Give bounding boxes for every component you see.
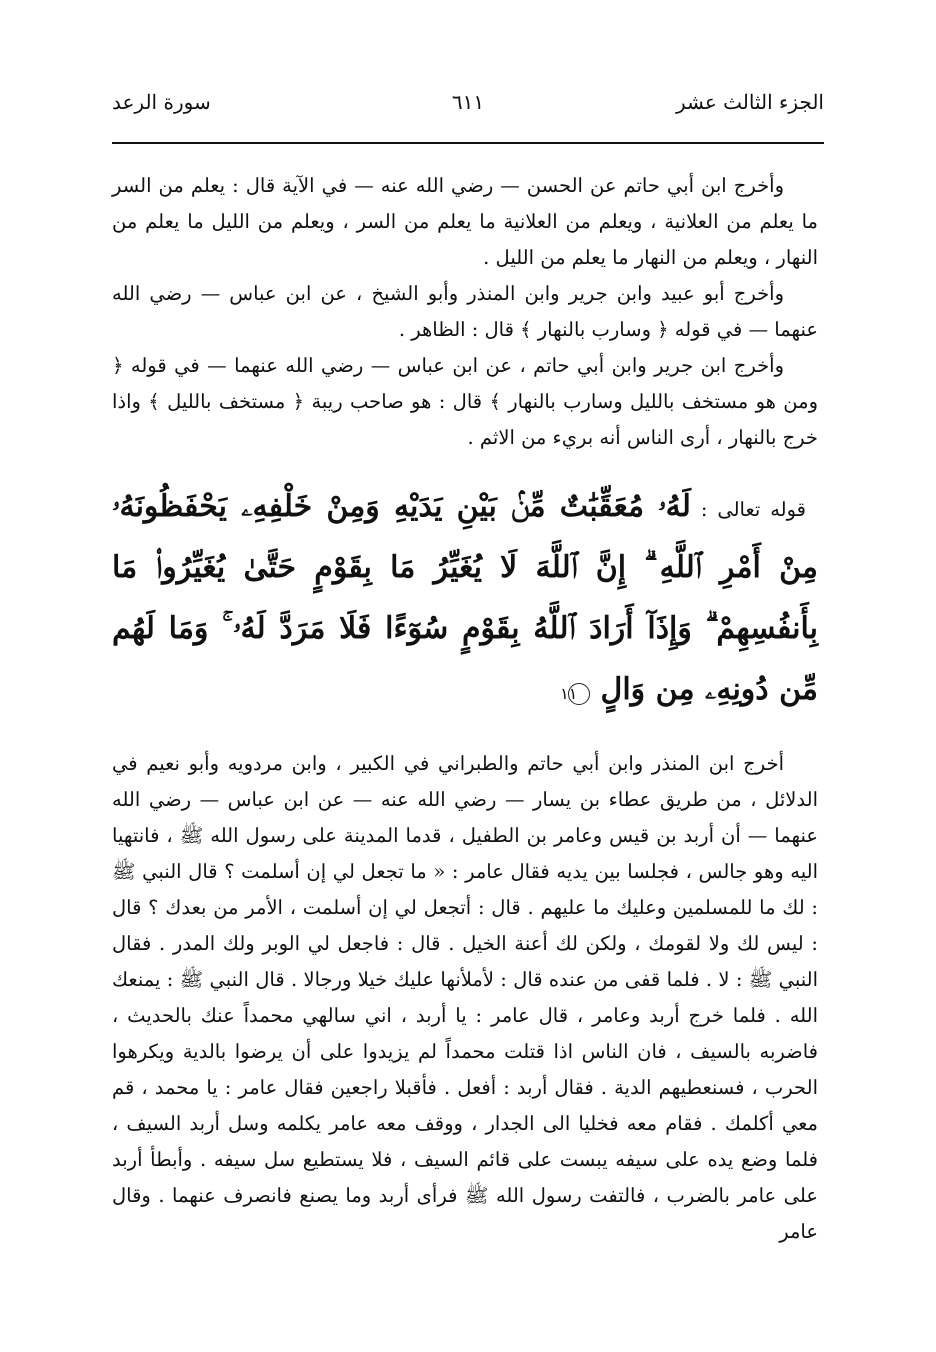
part-title: الجزء الثالث عشر — [675, 90, 824, 114]
paragraph-abu-ubaid: وأخرج أبو عبيد وابن جرير وابن المنذر وأبو الشيخ ، عن ابن عباس — رضي الله عنهما — في قوله ﴿ وسارب بالنهار ﴾ قال : الظاهر . — [112, 282, 818, 341]
paragraph-ibn-al-mundhir: أخرج ابن المنذر وابن أبي حاتم والطبراني في الكبير ، وابن مردويه وأبو نعيم في الدلائل ، من طريق عطاء بن يسار — رضي الله عنه — عن ابن عباس — رضي الله عنهما — أن أربد بن قيس وعامر بن الطفيل ، قدما المدينة على رسول الله ﷺ ، فانتهيا اليه وهو جالس ، فجلسا بين يديه فقال عامر : « ما تجعل لي إن أسلمت ؟ قال النبي ﷺ : لك ما للمسلمين وعليك ما عليهم . قال : أتجعل لي إن أسلمت ، الأمر من بعدك ؟ قال : ليس لك ولا لقومك ، ولكن لك أعنة الخيل . قال : فاجعل لي الوبر ولك المدر . فقال النبي ﷺ : لا . فلما قفى من عنده قال : لأملأنها عليك خيلا ورجالا . قال النبي ﷺ : يمنعك الله . فلما خرج أربد وعامر ، قال عامر : يا أربد ، اني سالهي محمداً عنك بالحديث ، فاضربه بالسيف ، فان الناس اذا قتلت محمداً لم يزيدوا على أن يرضوا بالدية ويكرهوا الحرب ، فسنعطيهم الدية . فقال أربد : أفعل . فأقبلا راجعين فقال عامر : يا محمد ، قم معي أكلمك . فقام معه فخليا الى الجدار ، ووقف معه عامر يكلمه وسل أربد السيف ، فلما وضع يده على سيفه يبست على قائم السيف ، فلا يستطيع سل سيفه . وأبطأ أربد على عامر بالضرب ، فالتفت رسول الله ﷺ فرأى أربد وما يصنع فانصرف عنهما . وقال عامر — [112, 752, 818, 1243]
commentary-section — [112, 746, 818, 1250]
header-divider — [112, 142, 824, 144]
paragraph-hasan: وأخرج ابن أبي حاتم عن الحسن — رضي الله عنه — في الآية قال : يعلم من السر ما يعلم من العلانية ، ويعلم من العلانية ما يعلم من السر ، ويعلم من الليل ما يعلم من النهار ، ويعلم من النهار ما يعلم من الليل . — [112, 174, 818, 269]
ayah-number-marker: ١١ — [568, 683, 590, 705]
page-body — [112, 168, 818, 1250]
page-header — [112, 84, 824, 124]
verse-intro: قوله تعالى : — [700, 498, 806, 521]
page-number: ٦١١ — [451, 90, 485, 114]
surah-title: سورة الرعد — [112, 90, 211, 114]
paragraph-ibn-jarir: وأخرج ابن جرير وابن أبي حاتم ، عن ابن عباس — رضي الله عنهما — في قوله ﴿ ومن هو مستخف بالليل وسارب بالنهار ﴾ قال : هو صاحب ريبة ﴿ مستخف بالليل ﴾ واذا خرج بالنهار ، أرى الناس أنه بريء من الاثم . — [112, 354, 818, 449]
quran-verse — [112, 478, 818, 722]
verse-text: لَهُۥ مُعَقِّبَٰتٌ مِّنۢ بَيْنِ يَدَيْهِ وَمِنْ خَلْفِهِۦ يَحْفَظُونَهُۥ مِنْ أَمْرِ ٱللَّهِ ۗ إِنَّ ٱللَّهَ لَا يُغَيِّرُ مَا بِقَوْمٍ حَتَّىٰ يُغَيِّرُوا۟ مَا بِأَنفُسِهِمْ ۗ وَإِذَآ أَرَادَ ٱللَّهُ بِقَوْمٍ سُوٓءًا فَلَا مَرَدَّ لَهُۥ ۚ وَمَا لَهُم مِّن دُونِهِۦ مِن وَالٍ — [112, 489, 818, 707]
